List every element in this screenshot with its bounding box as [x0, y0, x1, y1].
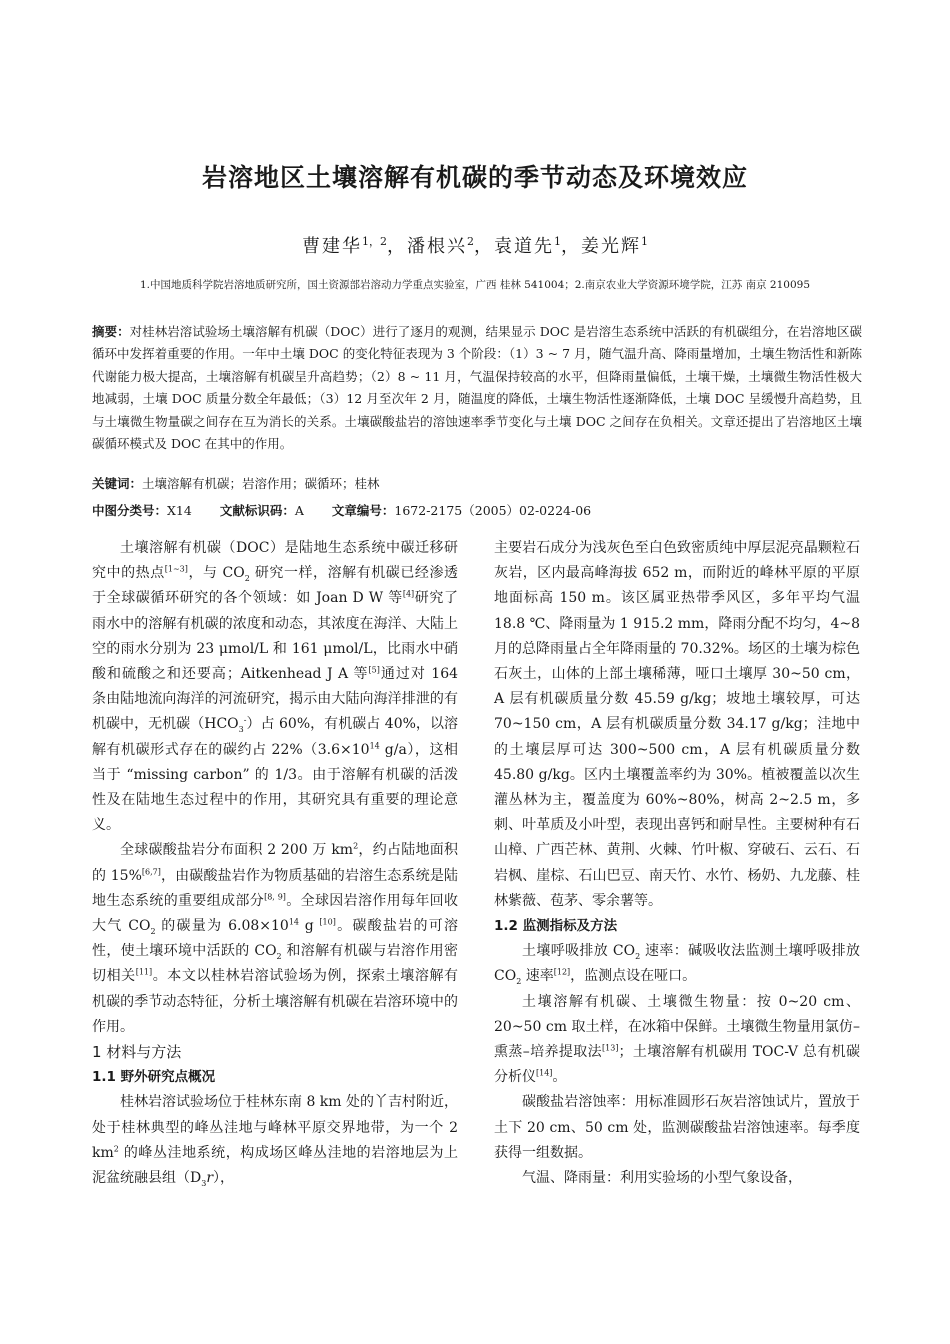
section-heading: 1 材料与方法 — [92, 1043, 182, 1062]
doc-code-value: A — [294, 503, 304, 518]
paper-title: 岩溶地区土壤溶解有机碳的季节动态及环境效应 — [201, 163, 748, 192]
article-number-value: 1672-2175（2005）02-0224-06 — [394, 503, 592, 518]
body-paragraph: 气温、降雨量：利用实验场的小型气象设备， — [522, 1170, 802, 1187]
author-name: 袁道先 — [494, 236, 554, 257]
citation: [12] — [553, 967, 571, 977]
body-paragraph: 主要岩石成分为浅灰色至白色致密质纯中厚层泥亮晶颗粒石灰岩，区内最高峰海拔 652 m，而附近的峰林平原的平原地面标高 150 m。该区属亚热带季风区，多年平均气温 18.8 ℃、降雨量为 1 915.2 mm，降雨分配不均匀，4~8 月的总降雨量占全年降雨量的 70.32%。场区的土壤为棕色石灰土，山体的上部土壤稀薄，哑口土壤厚 30~50 cm，A 层有机碳质量分数 45.59 g/kg；坡地土壤较厚，可达 70~150 cm，A 层有机碳质量分数 34.17 g/kg；洼地中的土壤层厚可达 300~500 cm，A 层有机碳质量分数 45.80 g/kg。区内土壤覆盖率约为 30%。植被覆盖以次生灌丛林为主，覆盖度为 60%~80%，树高 2~2.5 m，多刺、叶革质及小叶型，表现出喜钙和耐旱性。主要树种有石山樟、广西芒林、黄荆、火棘、竹叶椒、穿破石、云石、石岩枫、崖棕、石山巴豆、南天竹、水竹、杨奶、九龙藤、桂林紫薇、苞茅、零余薯等。 — [494, 540, 860, 909]
left-column — [92, 536, 458, 1191]
clc-value: X14 — [167, 503, 192, 518]
author-affiliation-mark: 1 — [641, 235, 648, 248]
body-paragraph: 碳酸盐岩溶蚀率：用标准圆形石灰岩溶蚀试片，置放于土下 20 cm、50 cm 处，监测碳酸盐岩溶蚀速率。每季度获得一组数据。 — [494, 1094, 860, 1161]
citation: [13] — [602, 1043, 619, 1053]
citation: [8, 9] — [264, 892, 286, 902]
abstract-text: 对桂林岩溶试验场土壤溶解有机碳（DOC）进行了逐月的观测，结果显示 DOC 是岩溶生态系统中活跃的有机碳组分，在岩溶地区碳循环中发挥着重要的作用。一年中土壤 DOC 的变化特征表现为 3 个阶段：（1）3 ~ 7 月，随气温升高、降雨量增加，土壤生物活性和新陈代谢能力极大提高，土壤溶解有机碳呈升高趋势；（2）8 ~ 11 月，气温保持较高的水平，但降雨量偏低，土壤干燥，土壤微生物活性极大地减弱，土壤 DOC 质量分数全年最低；（3）12 月至次年 2 月，随温度的降低，土壤生物活性逐渐降低，土壤 DOC 呈缓慢升高趋势，且与土壤微生物量碳之间存在互为消长的关系。土壤碳酸盐岩的溶蚀速率季节变化与土壤 DOC 之间存在负相关。文章还提出了岩溶地区土壤碳循环模式及 DOC 在其中的作用。 — [92, 324, 862, 452]
keywords — [92, 474, 862, 492]
body-paragraph: 土壤溶解有机碳、土壤微生物量：按 0~20 cm、20~50 cm 取土样，在冰箱中保鲜。土壤微生物量用氯仿–熏蒸–培养提取法[13]；土壤溶解有机碳用 TOC-V 总有机碳分析仪[14]。 — [494, 993, 861, 1086]
author-name: 曹建华 — [302, 236, 362, 257]
keywords-text: 土壤溶解有机碳；岩溶作用；碳循环；桂林 — [142, 476, 380, 491]
citation: [14] — [536, 1068, 553, 1078]
right-column — [494, 536, 860, 1191]
author-affiliation-mark: 1 — [554, 235, 561, 248]
subsection-heading: 1.1 野外研究点概况 — [92, 1069, 216, 1086]
body-paragraph: 全球碳酸盐岩分布面积 2 200 万 $km^2$，约占陆地面积的 15%[6,7]，由碳酸盐岩作为物质基础的岩溶生态系统是陆地生态系统的重要组成部分[8, 9]。全球因岩溶作用每年回收大气 $CO_2$ 的碳量为 $6.08\times 10^{14}$ g [10]。碳酸盐岩的可溶性，使土壤环境中活跃的 $CO_2$ 和溶解有机碳与岩溶作用密切相关[11]。本文以桂林岩溶试验场为例，探索土壤溶解有机碳的季节动态特征，分析土壤溶解有机碳在岩溶环境中的作用。 — [92, 841, 459, 1035]
abstract — [92, 321, 862, 455]
citation: [4] — [402, 589, 415, 599]
citation: [10] — [319, 917, 336, 927]
citation: [11] — [135, 967, 153, 977]
citation: [5] — [368, 665, 380, 675]
subsection-heading: 1.2 监测指标及方法 — [494, 918, 618, 935]
citation: [1~3] — [164, 564, 188, 574]
affiliations: 1.中国地质科学院岩溶地质研究所，国土资源部岩溶动力学重点实验室，广西 桂林 541004；2.南京农业大学资源环境学院，江苏 南京 210095 — [139, 279, 811, 291]
keywords-label: 关键词： — [92, 476, 143, 491]
doc-code-label: 文献标识码： — [219, 503, 295, 518]
author-affiliation-mark: 2 — [467, 235, 474, 248]
author-list: 曹建华$^{1,2}$，潘根兴$^2$，袁道先$^1$，姜光辉$^1$ — [302, 235, 648, 257]
abstract-label: 摘要： — [92, 324, 130, 339]
body-paragraph: 土壤溶解有机碳（DOC）是陆地生态系统中碳迁移研究中的热点[1~3]，与 $CO_2$ 研究一样，溶解有机碳已经渗透于全球碳循环研究的各个领域：如 Joan D W 等[4]研究了雨水中的溶解有机碳的浓度和动态，其浓度在海洋、大陆上空的雨水分别为 23 μmol/L 和 161 μmol/L，比雨水中硝酸和硫酸之和还要高；Aitkenhead J A 等[5]通过对 164 条由陆地流向海洋的河流研究，揭示由大陆向海洋排泄的有机碳中，无机碳$(HCO_3^-)$占 60%，有机碳占 40%，以溶解有机碳形式存在的碳约占 $22\%(3.6\times 10^{14}$ g/a），这相当于 “missing carbon” 的 1/3。由于溶解有机碳的活泼性及在陆地生态过程中的作用，其研究具有重要的理论意义。 — [92, 540, 459, 834]
author-name: 姜光辉 — [581, 236, 641, 257]
author-name: 潘根兴 — [407, 236, 467, 257]
article-number-label: 文章编号： — [331, 503, 395, 518]
body-paragraph: 桂林岩溶试验场位于桂林东南 8 km 处的丫吉村附近，处于桂林典型的峰丛洼地与峰林平原交界地带，为一个 2 $km^2$ 的峰丛洼地系统，构成场区峰丛洼地的岩溶地层为上泥盆统融县组$(D_3r)$， — [92, 1094, 459, 1188]
citation: [6,7] — [141, 866, 161, 876]
clc-label: 中图分类号： — [92, 503, 168, 518]
classification-line — [92, 501, 862, 519]
author-affiliation-mark: 1，2 — [362, 235, 387, 248]
body-paragraph: 土壤呼吸排放 $CO_2$ 速率：碱吸收法监测土壤呼吸排放 $CO_2$ 速率[12]，监测点设在哑口。 — [494, 943, 860, 987]
